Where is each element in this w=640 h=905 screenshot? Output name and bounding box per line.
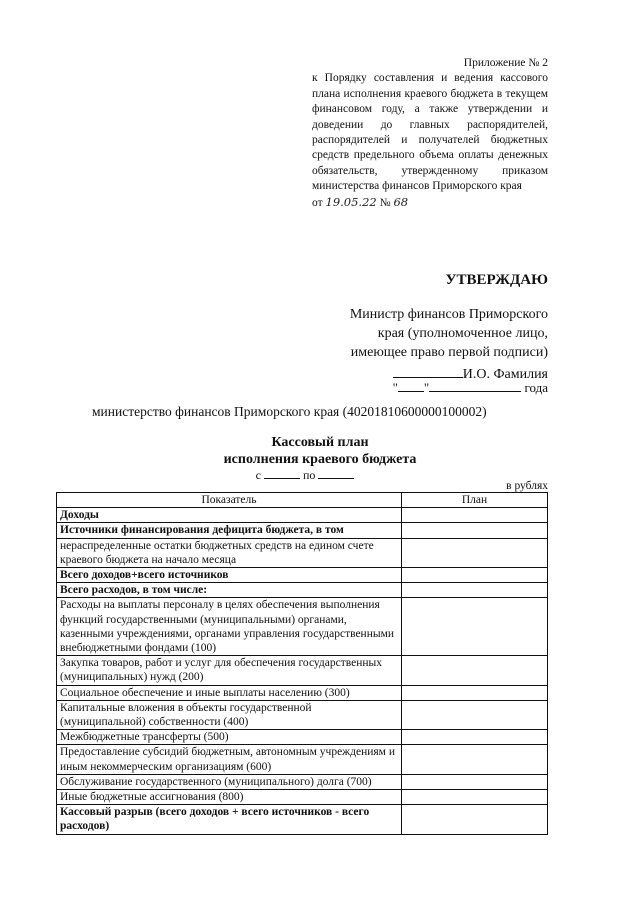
table-row xyxy=(57,790,548,805)
row-label: Социальное обеспечение и иные выплаты населению (300) xyxy=(57,685,402,700)
row-label: нераспределенные остатки бюджетных средств на едином счете краевого бюджета на начало месяца xyxy=(57,538,402,567)
appendix-title: Приложение № 2 xyxy=(463,57,548,69)
date-quote-open: " xyxy=(392,380,398,395)
date-month-blank xyxy=(429,380,521,392)
date-quote-close: " xyxy=(423,380,430,395)
period-from-blank xyxy=(264,468,300,479)
row-label: Межбюджетные трансферты (500) xyxy=(57,730,402,745)
row-label: Закупка товаров, работ и услуг для обеспечения государственных (муниципальных) нужд (200) xyxy=(57,656,402,685)
row-plan-cell xyxy=(401,568,547,583)
row-plan-cell xyxy=(401,538,547,567)
row-label: Доходы xyxy=(57,508,402,523)
row-label: Расходы на выплаты персоналу в целях обеспечения выполнения функций государственными (муниципальными) органами, казенными учреждениями, органами управления государственными внебюджетными фондами (100) xyxy=(57,598,402,656)
appendix-from-label: от xyxy=(312,196,323,209)
table-row xyxy=(57,805,548,834)
appendix-date-line xyxy=(312,195,548,211)
minister-block xyxy=(300,305,548,362)
cash-plan-table xyxy=(56,492,548,835)
units-label: в рублях xyxy=(506,480,548,492)
signature-blank xyxy=(393,365,463,378)
row-plan-cell xyxy=(401,656,547,685)
period-to-blank xyxy=(318,468,354,479)
header-plan: План xyxy=(401,493,547,508)
signature-name: И.О. Фамилия xyxy=(462,367,548,382)
document-title xyxy=(0,434,640,468)
row-plan-cell xyxy=(401,730,547,745)
row-label: Кассовый разрыв (всего доходов + всего источников - всего расходов) xyxy=(57,805,402,834)
organization-line: министерство финансов Приморского края (40201810600000100002) xyxy=(92,404,487,419)
row-plan-cell xyxy=(401,583,547,598)
table-row xyxy=(57,598,548,656)
table-row xyxy=(57,583,548,598)
row-plan-cell xyxy=(401,745,547,774)
appendix-number-label: № xyxy=(379,196,391,209)
document-title-line-2: исполнения краевого бюджета xyxy=(223,452,417,467)
minister-line-2: края (уполномоченное лицо, xyxy=(377,326,548,341)
date-day-blank xyxy=(398,380,424,392)
table-row xyxy=(57,745,548,774)
table-row xyxy=(57,508,548,523)
appendix-number-handwritten: 68 xyxy=(393,194,409,209)
row-label: Источники финансирования дефицита бюджета, в том xyxy=(57,523,402,538)
row-plan-cell xyxy=(401,523,547,538)
date-year-label: года xyxy=(524,380,548,395)
table-row xyxy=(57,538,548,567)
table-row xyxy=(57,700,548,729)
table-header-row xyxy=(57,493,548,508)
row-label: Предоставление субсидий бюджетным, автономным учреждениям и иным некоммерческим организациям (600) xyxy=(57,745,402,774)
table-row xyxy=(57,774,548,789)
row-label: Иные бюджетные ассигнования (800) xyxy=(57,790,402,805)
appendix-text: к Порядку составления и ведения кассового плана исполнения краевого бюджета в текущем финансовом году, а также утверждении и доведении до главных распорядителей, распорядителей и получателей бюджетных средств предельного объема оплаты денежных обязательств, утвержденному приказом министерства финансов Приморского края xyxy=(312,72,548,193)
row-plan-cell xyxy=(401,508,547,523)
row-label: Всего доходов+всего источников xyxy=(57,568,402,583)
approval-date-line xyxy=(330,380,548,396)
table-row xyxy=(57,568,548,583)
row-label: Обслуживание государственного (муниципального) долга (700) xyxy=(57,774,402,789)
header-indicator: Показатель xyxy=(57,493,402,508)
row-plan-cell xyxy=(401,700,547,729)
row-plan-cell xyxy=(401,774,547,789)
table-row xyxy=(57,685,548,700)
row-plan-cell xyxy=(401,685,547,700)
approval-heading: УТВЕРЖДАЮ xyxy=(445,272,548,288)
table-row xyxy=(57,523,548,538)
row-label: Капитальные вложения в объекты государственной (муниципальной) собственности (400) xyxy=(57,700,402,729)
row-label: Всего расходов, в том числе: xyxy=(57,583,402,598)
period-from-label: с xyxy=(255,468,261,482)
appendix-date-handwritten: 19.05.22 xyxy=(325,194,377,209)
minister-line-1: Министр финансов Приморского xyxy=(349,307,548,322)
period-to-label: по xyxy=(302,468,316,482)
row-plan-cell xyxy=(401,598,547,656)
row-plan-cell xyxy=(401,805,547,834)
appendix-block xyxy=(312,56,548,211)
row-plan-cell xyxy=(401,790,547,805)
document-title-line-1: Кассовый план xyxy=(271,435,369,450)
table-row xyxy=(57,656,548,685)
minister-line-3: имеющее право первой подписи) xyxy=(350,345,548,360)
table-row xyxy=(57,730,548,745)
